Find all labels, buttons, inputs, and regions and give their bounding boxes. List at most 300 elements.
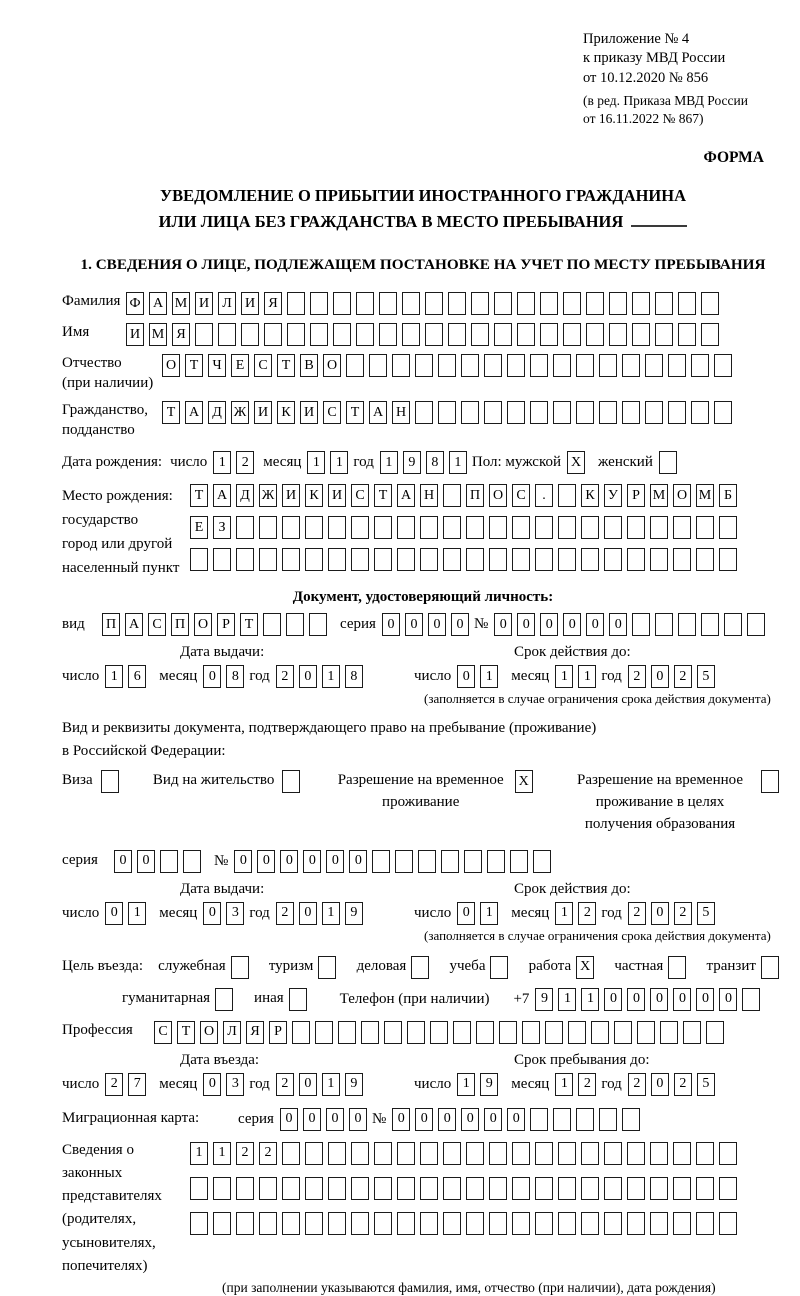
char-box[interactable]: 0 [114, 850, 132, 873]
char-box[interactable]: 0 [203, 902, 221, 925]
char-box[interactable] [318, 956, 336, 979]
char-box[interactable]: И [126, 323, 144, 346]
char-box[interactable] [374, 1212, 392, 1235]
char-box[interactable]: С [148, 613, 166, 636]
char-box[interactable] [553, 354, 571, 377]
char-box[interactable] [614, 1021, 632, 1044]
char-box[interactable] [287, 323, 305, 346]
char-box[interactable] [443, 1177, 461, 1200]
char-box[interactable] [622, 354, 640, 377]
char-box[interactable] [487, 850, 505, 873]
char-box[interactable] [535, 548, 553, 571]
char-box[interactable] [655, 323, 673, 346]
char-box[interactable] [609, 292, 627, 315]
char-box[interactable] [586, 292, 604, 315]
char-box[interactable] [530, 1108, 548, 1131]
char-box[interactable]: Р [269, 1021, 287, 1044]
char-box[interactable] [418, 850, 436, 873]
char-box[interactable] [604, 516, 622, 539]
char-box[interactable]: 0 [517, 613, 535, 636]
char-box[interactable]: Т [190, 484, 208, 507]
char-box[interactable]: С [254, 354, 272, 377]
char-box[interactable] [384, 1021, 402, 1044]
char-box[interactable]: О [323, 354, 341, 377]
char-box[interactable]: 1 [581, 988, 599, 1011]
char-box[interactable] [420, 548, 438, 571]
char-box[interactable]: 0 [673, 988, 691, 1011]
char-box[interactable]: Т [374, 484, 392, 507]
char-box[interactable] [397, 1212, 415, 1235]
char-box[interactable]: 8 [426, 451, 444, 474]
char-box[interactable] [397, 548, 415, 571]
char-box[interactable] [466, 1177, 484, 1200]
char-box[interactable] [604, 1177, 622, 1200]
char-box[interactable] [553, 1108, 571, 1131]
char-box[interactable]: О [489, 484, 507, 507]
char-box[interactable] [346, 354, 364, 377]
char-box[interactable] [604, 1212, 622, 1235]
char-box[interactable] [761, 770, 779, 793]
char-box[interactable] [461, 401, 479, 424]
char-box[interactable] [309, 613, 327, 636]
char-box[interactable]: 0 [507, 1108, 525, 1131]
char-box[interactable] [563, 292, 581, 315]
char-box[interactable] [627, 1177, 645, 1200]
char-box[interactable]: X [567, 451, 585, 474]
char-box[interactable] [361, 1021, 379, 1044]
char-box[interactable]: А [213, 484, 231, 507]
char-box[interactable]: 9 [345, 902, 363, 925]
char-box[interactable]: П [102, 613, 120, 636]
char-box[interactable]: 0 [484, 1108, 502, 1131]
char-box[interactable]: 0 [299, 1073, 317, 1096]
char-box[interactable]: М [149, 323, 167, 346]
char-box[interactable] [696, 1212, 714, 1235]
char-box[interactable]: 0 [627, 988, 645, 1011]
char-box[interactable]: 0 [299, 902, 317, 925]
char-box[interactable] [517, 323, 535, 346]
char-box[interactable]: 1 [380, 451, 398, 474]
char-box[interactable]: З [213, 516, 231, 539]
char-box[interactable] [622, 401, 640, 424]
char-box[interactable]: Т [185, 354, 203, 377]
char-box[interactable]: 1 [322, 665, 340, 688]
char-box[interactable]: 1 [105, 665, 123, 688]
char-box[interactable]: 2 [674, 902, 692, 925]
char-box[interactable] [372, 850, 390, 873]
char-box[interactable]: И [328, 484, 346, 507]
char-box[interactable]: 9 [403, 451, 421, 474]
char-box[interactable] [466, 516, 484, 539]
char-box[interactable]: О [162, 354, 180, 377]
char-box[interactable]: Т [162, 401, 180, 424]
char-box[interactable]: 1 [480, 665, 498, 688]
char-box[interactable]: 0 [349, 850, 367, 873]
char-box[interactable] [512, 1142, 530, 1165]
char-box[interactable] [673, 516, 691, 539]
char-box[interactable] [512, 548, 530, 571]
char-box[interactable] [471, 292, 489, 315]
char-box[interactable] [215, 988, 233, 1011]
char-box[interactable]: 9 [480, 1073, 498, 1096]
char-box[interactable] [691, 401, 709, 424]
char-box[interactable]: 0 [651, 1073, 669, 1096]
char-box[interactable] [259, 516, 277, 539]
char-box[interactable]: Т [177, 1021, 195, 1044]
char-box[interactable]: 0 [650, 988, 668, 1011]
char-box[interactable] [581, 1177, 599, 1200]
char-box[interactable]: Ф [126, 292, 144, 315]
char-box[interactable] [305, 548, 323, 571]
char-box[interactable] [195, 323, 213, 346]
char-box[interactable] [696, 516, 714, 539]
char-box[interactable] [489, 1142, 507, 1165]
char-box[interactable] [448, 292, 466, 315]
char-box[interactable]: 8 [226, 665, 244, 688]
char-box[interactable]: С [351, 484, 369, 507]
char-box[interactable]: И [300, 401, 318, 424]
char-box[interactable] [241, 323, 259, 346]
char-box[interactable] [328, 548, 346, 571]
char-box[interactable] [471, 323, 489, 346]
char-box[interactable] [356, 292, 374, 315]
char-box[interactable] [719, 516, 737, 539]
char-box[interactable] [282, 516, 300, 539]
char-box[interactable] [305, 516, 323, 539]
char-box[interactable] [581, 548, 599, 571]
char-box[interactable] [512, 516, 530, 539]
char-box[interactable]: 0 [303, 850, 321, 873]
char-box[interactable]: 0 [303, 1108, 321, 1131]
char-box[interactable]: Я [246, 1021, 264, 1044]
char-box[interactable]: 1 [555, 1073, 573, 1096]
char-box[interactable] [568, 1021, 586, 1044]
char-box[interactable] [742, 988, 760, 1011]
char-box[interactable]: И [241, 292, 259, 315]
char-box[interactable]: 0 [203, 665, 221, 688]
char-box[interactable] [438, 354, 456, 377]
char-box[interactable] [747, 613, 765, 636]
char-box[interactable] [622, 1108, 640, 1131]
char-box[interactable]: П [171, 613, 189, 636]
char-box[interactable]: 1 [128, 902, 146, 925]
char-box[interactable]: 2 [674, 665, 692, 688]
char-box[interactable] [632, 292, 650, 315]
char-box[interactable] [190, 548, 208, 571]
char-box[interactable]: 0 [563, 613, 581, 636]
char-box[interactable] [213, 1177, 231, 1200]
char-box[interactable]: К [277, 401, 295, 424]
char-box[interactable]: Е [190, 516, 208, 539]
char-box[interactable] [627, 1142, 645, 1165]
char-box[interactable] [448, 323, 466, 346]
char-box[interactable] [328, 1212, 346, 1235]
char-box[interactable]: 9 [535, 988, 553, 1011]
char-box[interactable] [420, 1177, 438, 1200]
char-box[interactable] [484, 401, 502, 424]
char-box[interactable] [282, 548, 300, 571]
char-box[interactable]: 9 [345, 1073, 363, 1096]
char-box[interactable] [430, 1021, 448, 1044]
char-box[interactable] [701, 323, 719, 346]
char-box[interactable] [489, 548, 507, 571]
char-box[interactable]: И [254, 401, 272, 424]
char-box[interactable]: Л [223, 1021, 241, 1044]
char-box[interactable] [461, 354, 479, 377]
char-box[interactable] [558, 1142, 576, 1165]
char-box[interactable] [645, 354, 663, 377]
char-box[interactable]: 2 [628, 1073, 646, 1096]
char-box[interactable] [160, 850, 178, 873]
char-box[interactable] [535, 1177, 553, 1200]
char-box[interactable]: 2 [578, 1073, 596, 1096]
char-box[interactable] [374, 1142, 392, 1165]
char-box[interactable] [701, 292, 719, 315]
char-box[interactable]: 1 [190, 1142, 208, 1165]
char-box[interactable]: 0 [415, 1108, 433, 1131]
char-box[interactable]: К [305, 484, 323, 507]
char-box[interactable] [507, 354, 525, 377]
char-box[interactable] [714, 354, 732, 377]
char-box[interactable]: Р [627, 484, 645, 507]
char-box[interactable]: X [515, 770, 533, 793]
char-box[interactable] [719, 548, 737, 571]
char-box[interactable] [236, 1177, 254, 1200]
char-box[interactable] [507, 401, 525, 424]
char-box[interactable]: Б [719, 484, 737, 507]
char-box[interactable]: А [397, 484, 415, 507]
char-box[interactable]: У [604, 484, 622, 507]
char-box[interactable]: 3 [226, 1073, 244, 1096]
char-box[interactable] [533, 850, 551, 873]
char-box[interactable] [351, 548, 369, 571]
char-box[interactable] [494, 292, 512, 315]
char-box[interactable]: 0 [494, 613, 512, 636]
char-box[interactable] [415, 354, 433, 377]
char-box[interactable] [660, 1021, 678, 1044]
char-box[interactable] [407, 1021, 425, 1044]
char-box[interactable] [259, 1177, 277, 1200]
char-box[interactable] [453, 1021, 471, 1044]
char-box[interactable]: И [195, 292, 213, 315]
char-box[interactable] [466, 1142, 484, 1165]
char-box[interactable]: 1 [213, 1142, 231, 1165]
char-box[interactable]: 2 [276, 1073, 294, 1096]
char-box[interactable] [645, 401, 663, 424]
char-box[interactable] [263, 613, 281, 636]
char-box[interactable]: 0 [428, 613, 446, 636]
char-box[interactable] [190, 1177, 208, 1200]
char-box[interactable] [678, 323, 696, 346]
char-box[interactable] [466, 548, 484, 571]
char-box[interactable]: 3 [226, 902, 244, 925]
char-box[interactable] [489, 516, 507, 539]
char-box[interactable] [443, 1212, 461, 1235]
char-box[interactable]: 0 [257, 850, 275, 873]
char-box[interactable]: Т [277, 354, 295, 377]
char-box[interactable]: 1 [578, 665, 596, 688]
char-box[interactable] [576, 1108, 594, 1131]
char-box[interactable] [315, 1021, 333, 1044]
char-box[interactable] [558, 516, 576, 539]
char-box[interactable] [236, 1212, 254, 1235]
char-box[interactable] [101, 770, 119, 793]
char-box[interactable] [443, 1142, 461, 1165]
char-box[interactable] [576, 354, 594, 377]
char-box[interactable]: 2 [236, 451, 254, 474]
char-box[interactable] [411, 956, 429, 979]
char-box[interactable]: А [149, 292, 167, 315]
char-box[interactable] [510, 850, 528, 873]
char-box[interactable] [530, 401, 548, 424]
char-box[interactable] [530, 354, 548, 377]
char-box[interactable]: Я [264, 292, 282, 315]
char-box[interactable] [696, 1142, 714, 1165]
char-box[interactable] [441, 850, 459, 873]
char-box[interactable] [289, 988, 307, 1011]
char-box[interactable] [443, 484, 461, 507]
char-box[interactable] [627, 548, 645, 571]
char-box[interactable] [632, 613, 650, 636]
char-box[interactable] [218, 323, 236, 346]
char-box[interactable] [213, 1212, 231, 1235]
char-box[interactable]: Е [231, 354, 249, 377]
char-box[interactable]: 2 [628, 665, 646, 688]
char-box[interactable] [540, 292, 558, 315]
char-box[interactable] [581, 516, 599, 539]
char-box[interactable]: Д [236, 484, 254, 507]
char-box[interactable] [356, 323, 374, 346]
char-box[interactable] [489, 1212, 507, 1235]
char-box[interactable] [231, 956, 249, 979]
char-box[interactable]: 0 [457, 665, 475, 688]
char-box[interactable]: 1 [555, 902, 573, 925]
char-box[interactable] [397, 1142, 415, 1165]
char-box[interactable]: 2 [276, 902, 294, 925]
char-box[interactable] [236, 548, 254, 571]
char-box[interactable]: 8 [345, 665, 363, 688]
char-box[interactable] [333, 292, 351, 315]
char-box[interactable]: 7 [128, 1073, 146, 1096]
char-box[interactable] [392, 354, 410, 377]
char-box[interactable] [310, 292, 328, 315]
char-box[interactable]: 0 [234, 850, 252, 873]
char-box[interactable] [333, 323, 351, 346]
char-box[interactable] [650, 516, 668, 539]
char-box[interactable] [761, 956, 779, 979]
char-box[interactable]: 1 [330, 451, 348, 474]
char-box[interactable]: 0 [280, 850, 298, 873]
char-box[interactable] [535, 1212, 553, 1235]
char-box[interactable]: 1 [480, 902, 498, 925]
char-box[interactable] [719, 1212, 737, 1235]
char-box[interactable] [420, 516, 438, 539]
char-box[interactable]: 0 [203, 1073, 221, 1096]
char-box[interactable] [706, 1021, 724, 1044]
char-box[interactable] [678, 292, 696, 315]
char-box[interactable]: М [172, 292, 190, 315]
char-box[interactable] [489, 1177, 507, 1200]
char-box[interactable] [351, 1177, 369, 1200]
char-box[interactable]: 0 [349, 1108, 367, 1131]
char-box[interactable] [282, 770, 300, 793]
char-box[interactable] [683, 1021, 701, 1044]
char-box[interactable] [673, 1212, 691, 1235]
char-box[interactable] [466, 1212, 484, 1235]
char-box[interactable]: 1 [322, 902, 340, 925]
char-box[interactable] [328, 1177, 346, 1200]
char-box[interactable] [415, 401, 433, 424]
char-box[interactable] [438, 401, 456, 424]
char-box[interactable] [719, 1177, 737, 1200]
char-box[interactable]: Р [217, 613, 235, 636]
char-box[interactable] [402, 323, 420, 346]
char-box[interactable] [395, 850, 413, 873]
char-box[interactable] [609, 323, 627, 346]
char-box[interactable] [673, 1177, 691, 1200]
char-box[interactable]: М [696, 484, 714, 507]
char-box[interactable] [668, 354, 686, 377]
char-box[interactable] [724, 613, 742, 636]
char-box[interactable] [604, 548, 622, 571]
char-box[interactable] [650, 548, 668, 571]
char-box[interactable] [338, 1021, 356, 1044]
char-box[interactable] [558, 548, 576, 571]
char-box[interactable] [673, 548, 691, 571]
char-box[interactable] [374, 516, 392, 539]
char-box[interactable] [627, 516, 645, 539]
char-box[interactable]: 1 [558, 988, 576, 1011]
char-box[interactable]: 0 [137, 850, 155, 873]
char-box[interactable]: 0 [609, 613, 627, 636]
char-box[interactable] [305, 1142, 323, 1165]
char-box[interactable] [535, 516, 553, 539]
char-box[interactable] [650, 1212, 668, 1235]
char-box[interactable] [328, 516, 346, 539]
char-box[interactable] [286, 613, 304, 636]
char-box[interactable]: Ж [231, 401, 249, 424]
char-box[interactable]: 1 [457, 1073, 475, 1096]
char-box[interactable] [558, 1212, 576, 1235]
char-box[interactable] [282, 1177, 300, 1200]
char-box[interactable]: Н [420, 484, 438, 507]
char-box[interactable]: 2 [236, 1142, 254, 1165]
char-box[interactable] [517, 292, 535, 315]
char-box[interactable] [425, 323, 443, 346]
char-box[interactable] [558, 1177, 576, 1200]
char-box[interactable]: С [512, 484, 530, 507]
char-box[interactable]: А [125, 613, 143, 636]
char-box[interactable] [591, 1021, 609, 1044]
char-box[interactable] [558, 484, 576, 507]
char-box[interactable] [310, 323, 328, 346]
char-box[interactable]: О [194, 613, 212, 636]
char-box[interactable] [696, 1177, 714, 1200]
char-box[interactable]: Л [218, 292, 236, 315]
char-box[interactable] [476, 1021, 494, 1044]
char-box[interactable] [673, 1142, 691, 1165]
char-box[interactable]: Д [208, 401, 226, 424]
char-box[interactable]: 0 [451, 613, 469, 636]
char-box[interactable] [535, 1142, 553, 1165]
char-box[interactable] [443, 548, 461, 571]
char-box[interactable] [563, 323, 581, 346]
char-box[interactable] [655, 613, 673, 636]
char-box[interactable] [599, 401, 617, 424]
char-box[interactable]: 5 [697, 665, 715, 688]
char-box[interactable] [259, 1212, 277, 1235]
char-box[interactable]: 0 [461, 1108, 479, 1131]
